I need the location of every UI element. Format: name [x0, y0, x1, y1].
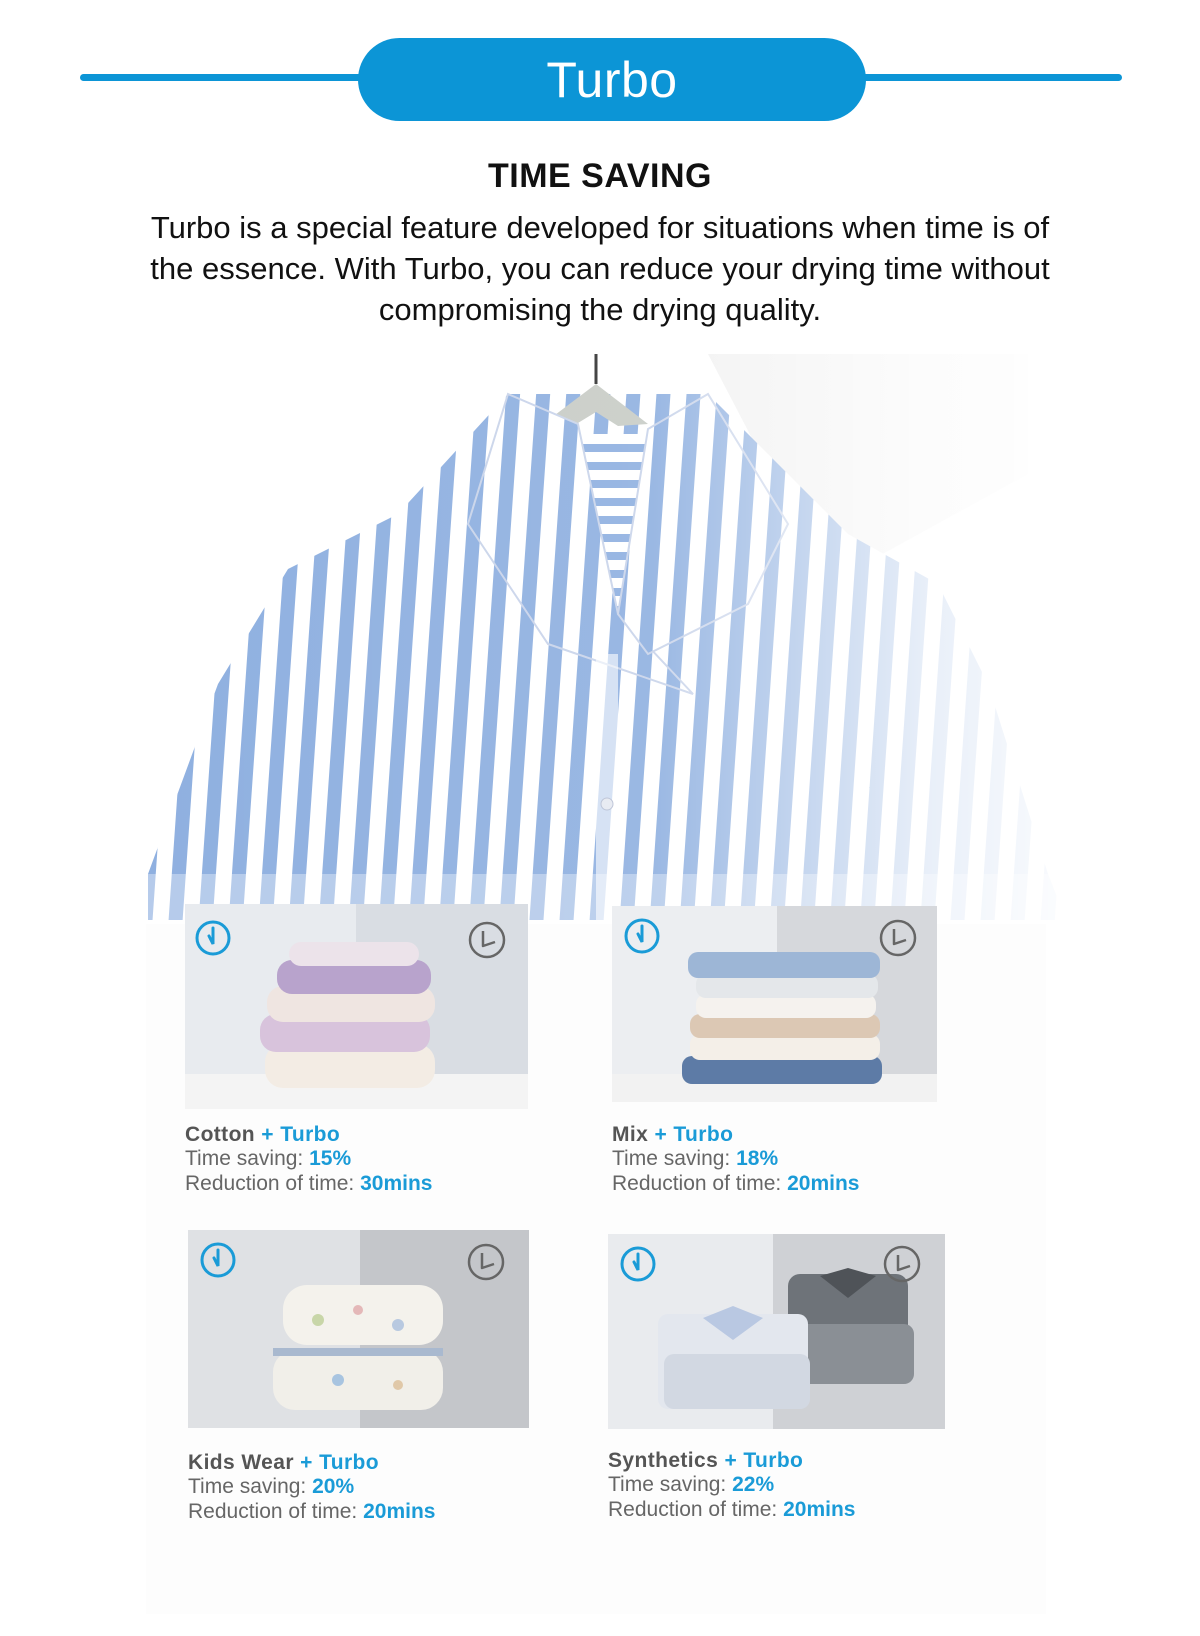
program-title: [612, 1123, 733, 1147]
time-saving-row: [188, 1475, 354, 1499]
time-reduction-row: [608, 1498, 855, 1522]
program-name: Kids Wear: [188, 1451, 294, 1474]
description-line: compromising the drying quality.: [378, 292, 822, 327]
header-rule-right: [850, 74, 1122, 81]
time-saving-label: Time saving:: [608, 1473, 727, 1496]
turbo-addon: + Turbo: [724, 1449, 804, 1472]
turbo-addon: + Turbo: [654, 1123, 734, 1146]
turbo-clock-icon: [618, 1244, 658, 1289]
turbo-addon: + Turbo: [300, 1451, 379, 1474]
turbo-addon: + Turbo: [261, 1123, 341, 1146]
time-reduction-label: Reduction of time:: [612, 1172, 782, 1195]
program-title: [185, 1123, 340, 1147]
time-saving-value: 18%: [736, 1147, 779, 1170]
description-line: Turbo is a special feature developed for situations when time is of: [150, 210, 1050, 245]
program-name: Mix: [612, 1123, 649, 1146]
time-reduction-row: [185, 1172, 432, 1196]
standard-clock-icon: [876, 916, 920, 965]
time-reduction-value: 20mins: [783, 1498, 856, 1521]
time-saving-value: 20%: [312, 1475, 355, 1498]
time-reduction-value: 30mins: [360, 1172, 433, 1195]
time-reduction-value: 20mins: [787, 1172, 860, 1195]
time-reduction-row: [612, 1172, 859, 1196]
turbo-badge-label: Turbo: [546, 51, 678, 108]
time-reduction-label: Reduction of time:: [608, 1498, 778, 1521]
program-name: Cotton: [185, 1123, 256, 1146]
turbo-clock-icon: [193, 918, 233, 963]
time-saving-label: Time saving:: [612, 1147, 731, 1170]
time-saving-label: Time saving:: [188, 1475, 307, 1498]
time-reduction-label: Reduction of time:: [185, 1172, 355, 1195]
time-saving-value: 15%: [309, 1147, 352, 1170]
turbo-clock-icon: [198, 1240, 238, 1285]
program-name: Synthetics: [608, 1449, 719, 1472]
standard-clock-icon: [465, 918, 509, 967]
time-reduction-label: Reduction of time:: [188, 1500, 358, 1523]
description: [80, 207, 1120, 330]
time-saving-row: [608, 1473, 774, 1497]
time-saving-value: 22%: [732, 1473, 775, 1496]
header-rule-left: [80, 74, 380, 81]
program-title: [188, 1451, 379, 1475]
turbo-badge: [358, 38, 866, 121]
standard-clock-icon: [880, 1242, 924, 1291]
time-saving-row: [185, 1147, 351, 1171]
turbo-clock-icon: [622, 916, 662, 961]
program-cards: [146, 924, 1046, 1614]
time-saving-label: Time saving:: [185, 1147, 304, 1170]
time-reduction-row: [188, 1500, 435, 1524]
section-heading: TIME SAVING: [488, 157, 712, 195]
standard-clock-icon: [464, 1240, 508, 1289]
program-title: [608, 1449, 803, 1473]
description-line: the essence. With Turbo, you can reduce your drying time without: [150, 251, 1050, 286]
time-saving-row: [612, 1147, 778, 1171]
time-reduction-value: 20mins: [363, 1500, 436, 1523]
hero-shirt-image: [148, 354, 1066, 920]
